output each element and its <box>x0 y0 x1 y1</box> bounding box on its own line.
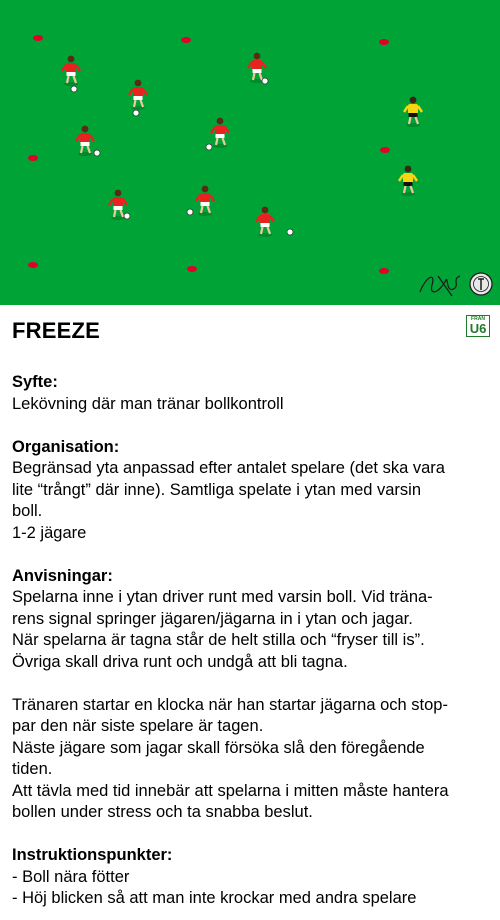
anvisningar-line: Spelarna inne i ytan driver runt med varsin boll. Vid träna- <box>12 588 433 606</box>
syfte-line: Lekövning där man tränar bollkontroll <box>12 394 284 413</box>
anvisningar-line: Övriga skall driva runt och undgå att bli tagna. <box>12 652 348 671</box>
ball <box>262 78 268 84</box>
organisation-line: 1-2 jägare <box>12 523 87 542</box>
cone <box>379 268 389 274</box>
anvisningar-line: rens signal springer jägaren/jägarna in i ytan och jagar. <box>12 609 413 628</box>
ball <box>187 209 193 215</box>
section-heading-organisation: Organisation: <box>12 437 120 456</box>
ball <box>124 213 130 219</box>
organisation-line: boll. <box>12 502 43 520</box>
instruktion-line: - Boll nära fötter <box>12 867 130 886</box>
anvisningar-line: Att tävla med tid innebär att spelarna i mitten måste hantera <box>12 781 449 800</box>
age-badge <box>466 315 490 337</box>
organisation-line: Begränsad yta anpassad efter antalet spelare (det ska vara <box>12 459 445 477</box>
club-logo-icon <box>470 273 492 295</box>
pitch-diagram <box>0 0 500 305</box>
section-heading-instruktionspunkter: Instruktionspunkter: <box>12 846 173 864</box>
drill-title: FREEZE <box>12 318 100 343</box>
section-heading-syfte: Syfte: <box>12 373 58 391</box>
cone <box>28 155 38 161</box>
instruktion-line: - Höj blicken så att man inte krockar med andra spelare <box>12 889 417 907</box>
cone <box>181 37 191 43</box>
anvisningar-line: par den när siste spelare är tagen. <box>12 717 264 735</box>
anvisningar-line: Näste jägare som jagar skall försöka slå den föregående <box>12 738 425 757</box>
cone <box>28 262 38 268</box>
badge-age: U6 <box>469 321 487 336</box>
pitch-grass <box>0 0 500 305</box>
organisation-line: lite “trångt” där inne). Samtliga spelate i ytan med varsin <box>12 480 422 499</box>
anvisningar-line: Tränaren startar en klocka när han startar jägarna och stop- <box>12 695 448 714</box>
section-heading-anvisningar: Anvisningar: <box>12 566 113 585</box>
anvisningar-line: bollen under stress och ta snabba beslut. <box>12 803 313 821</box>
badge-label: FRÅN <box>471 316 485 322</box>
ball <box>206 144 212 150</box>
cone <box>33 35 43 41</box>
drill-description <box>12 372 492 910</box>
anvisningar-line: tiden. <box>12 760 53 778</box>
ball <box>71 86 77 92</box>
ball <box>94 150 100 156</box>
cone <box>380 147 390 153</box>
ball <box>133 110 139 116</box>
cone <box>187 266 197 272</box>
cone <box>379 39 389 45</box>
anvisningar-line: När spelarna är tagna står de helt stilla och “fryser till is”. <box>12 631 425 649</box>
ball <box>287 229 293 235</box>
